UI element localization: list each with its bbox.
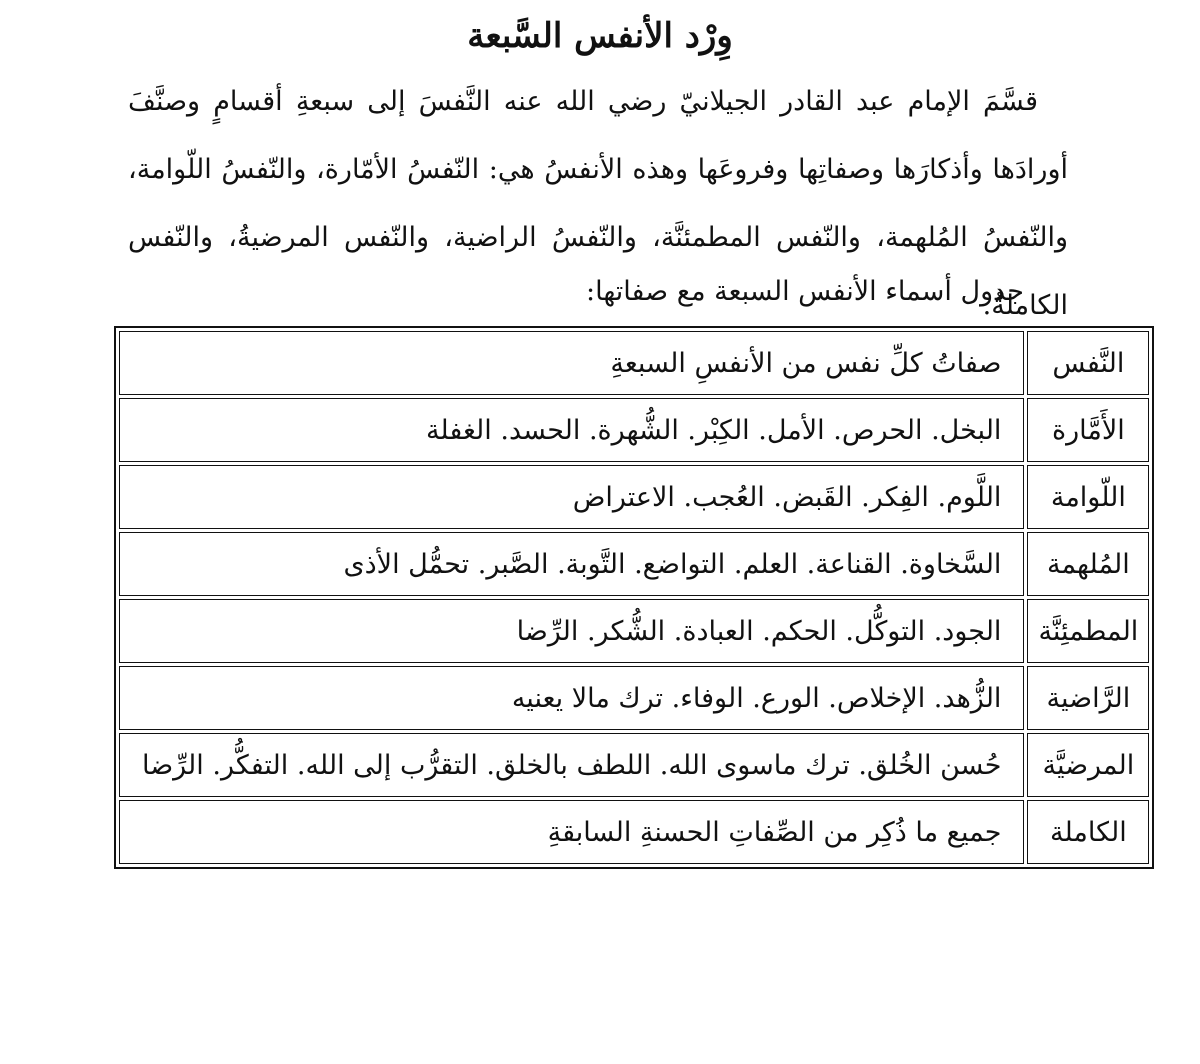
seven-souls-table bbox=[114, 326, 1154, 869]
table-caption: جدول أسماء الأنفس السبعة مع صفاتها: bbox=[586, 276, 1024, 307]
soul-name-cell: اللّوامة bbox=[1027, 465, 1149, 529]
soul-name-cell: المُلهمة bbox=[1027, 532, 1149, 596]
soul-traits-cell: اللَّوم. الفِكر. القَبض. العُجب. الاعتراض bbox=[119, 465, 1024, 529]
soul-name-cell: الكاملة bbox=[1027, 800, 1149, 864]
table-row bbox=[119, 398, 1149, 462]
soul-name-cell: المطمئِنَّة bbox=[1027, 599, 1149, 663]
soul-traits-cell: الزُّهد. الإخلاص. الورع. الوفاء. ترك مالا يعنيه bbox=[119, 666, 1024, 730]
header-traits-cell: صفاتُ كلِّ نفس من الأنفسِ السبعةِ bbox=[119, 331, 1024, 395]
soul-traits-cell: جميع ما ذُكِر من الصِّفاتِ الحسنةِ السابقةِ bbox=[119, 800, 1024, 864]
soul-name-cell: الأَمَّارة bbox=[1027, 398, 1149, 462]
table-header-row bbox=[119, 331, 1149, 395]
intro-text: قسَّمَ الإمام عبد القادر الجيلانيّ رضي الله عنه النَّفسَ إلى سبعةِ أقسامٍ وصنَّفَ أورادَها وأذكارَها وصفاتِها وفروعَها وهذه الأنفسُ هي: النّفسُ الأمّارة، والنّفسُ اللّوامة، والنّفسُ المُلهمة، والنّفس المطمئنَّة، والنّفسُ الراضية، والنّفس المرضيةُ، والنّفس الكاملةُ. bbox=[128, 86, 1068, 321]
document-title: وِرْد الأنفس السَّبعة bbox=[467, 16, 733, 56]
table-row bbox=[119, 599, 1149, 663]
table-row bbox=[119, 800, 1149, 864]
soul-traits-cell: حُسن الخُلق. ترك ماسوى الله. اللطف بالخلق. التقرُّب إلى الله. التفكُّر. الرِّضا bbox=[119, 733, 1024, 797]
soul-traits-cell: الجود. التوكُّل. الحكم. العبادة. الشُّكر. الرِّضا bbox=[119, 599, 1024, 663]
header-soul-cell: النَّفس bbox=[1027, 331, 1149, 395]
table-row bbox=[119, 666, 1149, 730]
table-row bbox=[119, 532, 1149, 596]
soul-traits-cell: السَّخاوة. القناعة. العلم. التواضع. التَّوبة. الصَّبر. تحمُّل الأذى bbox=[119, 532, 1024, 596]
table-row bbox=[119, 465, 1149, 529]
table-row bbox=[119, 733, 1149, 797]
soul-traits-cell: البخل. الحرص. الأمل. الكِبْر. الشُّهرة. الحسد. الغفلة bbox=[119, 398, 1024, 462]
soul-name-cell: الرَّاضية bbox=[1027, 666, 1149, 730]
soul-name-cell: المرضيَّة bbox=[1027, 733, 1149, 797]
